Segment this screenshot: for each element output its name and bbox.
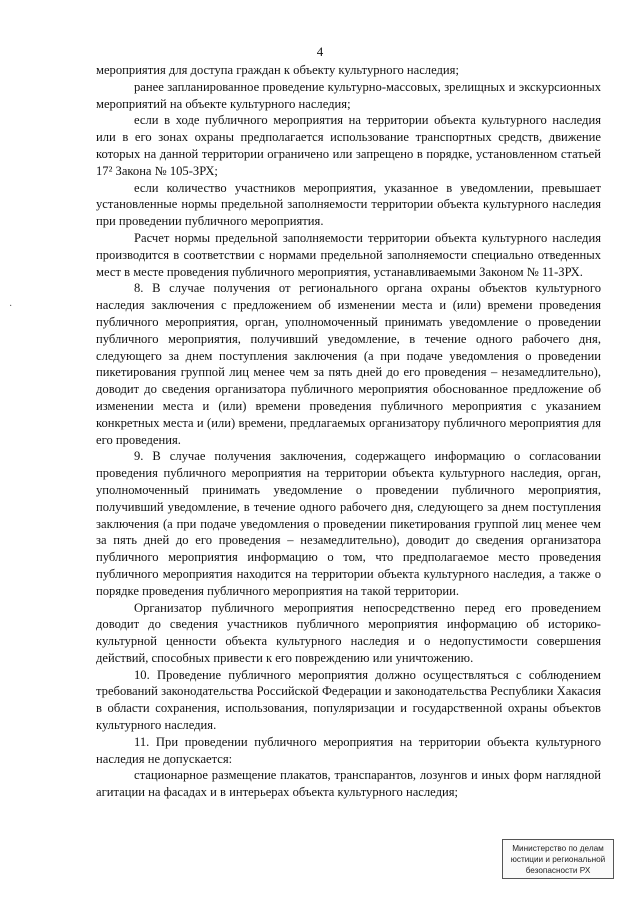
- paragraph-10: 11. При проведении публичного мероприятия на территории объекта культурного наследия не допускается:: [96, 734, 601, 766]
- paragraph-6: 8. В случае получения от регионального органа охраны объектов культурного наследия заключения с предложением об изменении места и (или) времени проведения публичного мероприятия, орган, уполномоченный принимать уведомление о проведении публичного мероприятия, получивший уведомление, в течение одного рабочего дня, следующего за днем поступления заключения (а при подаче уведомления о проведении пикетирования группой лиц менее чем за пять дней до его проведения – незамедлительно), доводит до сведения организатора публичного мероприятия обоснованное предложение об изменении места и (или) времени проведения публичного мероприятия с указанием конкретных места и (или) времени, предлагаемых организатору публичного мероприятия для его проведения.: [96, 281, 601, 447]
- paragraph-2: ранее запланированное проведение культурно-массовых, зрелищных и экскурсионных мероприятий на объекте культурного наследия;: [96, 79, 601, 111]
- paragraph-8: Организатор публичного мероприятия непосредственно перед его проведением доводит до сведения участников публичного мероприятия информацию об историко-культурной ценности объекта культурного наследия и о недопустимости совершения действий, способных привести к его повреждению или уничтожению.: [96, 600, 601, 665]
- stamp-line-2: юстиции и региональной: [510, 855, 606, 864]
- paragraph-1: мероприятия для доступа граждан к объекту культурного наследия;: [96, 63, 459, 77]
- stamp-line-1: Министерство по делам: [512, 844, 604, 853]
- body-text: [96, 62, 601, 801]
- paragraph-5: Расчет нормы предельной заполняемости территории объекта культурного наследия производится в соответствии с нормами предельной заполняемости специально отведенных мест в месте проведения публичного мероприятия, устанавливаемыми Законом № 11-ЗРХ.: [96, 230, 601, 279]
- paragraph-3: если в ходе публичного мероприятия на территории объекта культурного наследия или в его зонах охраны предполагается использование транспортных средств, движение которых на данной территории ограничено или запрещено в порядке, установленном статьей 17² Закона № 105-ЗРХ;: [96, 113, 601, 178]
- stamp-line-3: безопасности РХ: [525, 866, 591, 875]
- page-number: 4: [316, 44, 324, 59]
- paragraph-4: если количество участников мероприятия, указанное в уведомлении, превышает установленные нормы предельной заполняемости территории объекта культурного наследия при проведении публичного мероприятия.: [96, 180, 601, 229]
- paragraph-9: 10. Проведение публичного мероприятия должно осуществляться с соблюдением требований законодательства Российской Федерации и законодательства Республики Хакасия в области сохранения, использования, популяризации и государственной охраны объектов культурного наследия.: [96, 667, 601, 733]
- margin-mark: ·: [9, 301, 13, 312]
- ministry-stamp: [502, 839, 614, 879]
- paragraph-11: стационарное размещение плакатов, транспарантов, лозунгов и иных форм наглядной агитации на фасадах и в интерьерах объекта культурного наследия;: [96, 768, 601, 800]
- paragraph-7: 9. В случае получения заключения, содержащего информацию о согласовании проведения публичного мероприятия на территории объекта культурного наследия, орган, уполномоченный принимать уведомление о проведении публичного мероприятия, получивший уведомление, в течение одного рабочего дня, следующего за днем поступления заключения (а при подаче уведомления о проведении пикетирования группой лиц менее чем за пять дней до его проведения – незамедлительно), доводит до сведения организатора публичного мероприятия информацию о том, что предполагаемое место проведения публичного мероприятия находится на территории объекта культурного наследия, а также о порядке проведения публичного мероприятия на такой территории.: [96, 449, 601, 598]
